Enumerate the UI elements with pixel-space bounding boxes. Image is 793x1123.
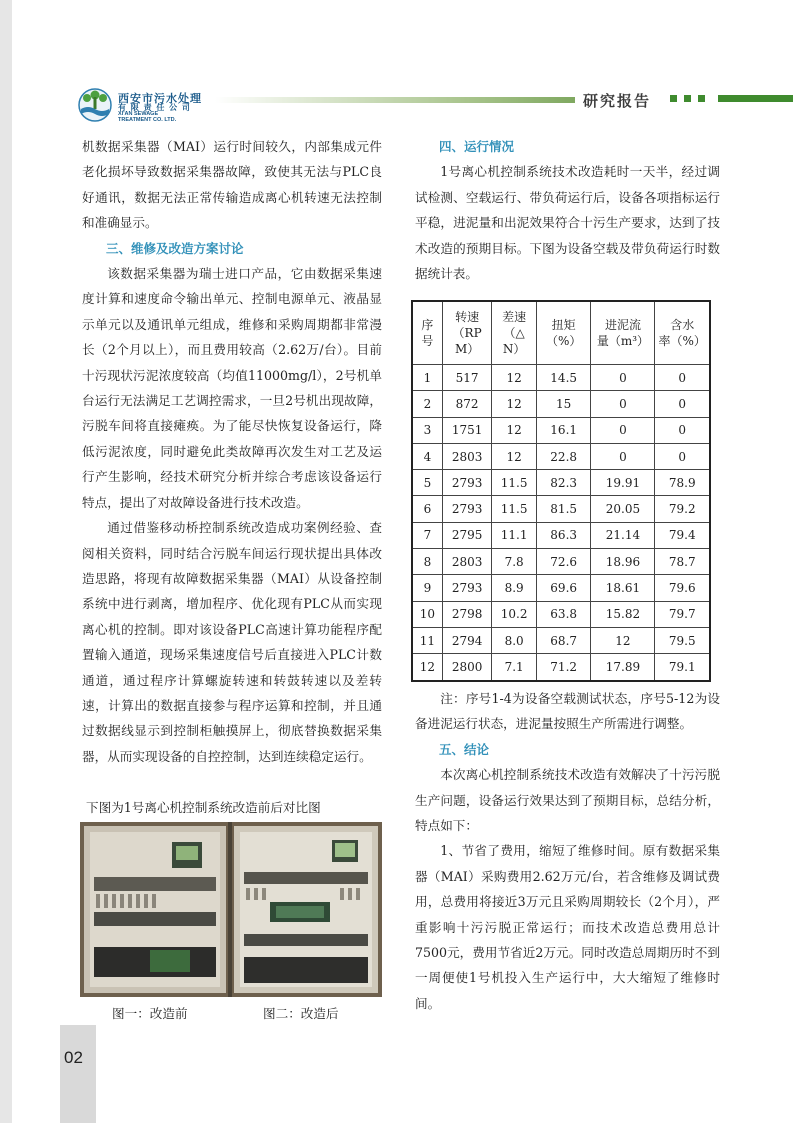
table-header-line: 号 — [421, 334, 434, 348]
table-cell: 0 — [655, 365, 710, 391]
table-cell: 12 — [492, 417, 537, 443]
table-header-cell — [536, 301, 590, 365]
table-body — [412, 365, 710, 681]
table-cell: 8.9 — [492, 575, 537, 601]
table-cell: 2795 — [442, 522, 491, 548]
table-cell: 7.1 — [492, 654, 537, 681]
table-cell: 6 — [412, 496, 442, 522]
table-header-line: （△ — [503, 326, 525, 340]
table-cell: 0 — [591, 443, 655, 469]
table-header-line: （%） — [545, 334, 582, 348]
table-cell: 1 — [412, 365, 442, 391]
right-column-lower — [415, 686, 720, 1016]
figure-caption-after: 图二：改造后 — [263, 1006, 339, 1021]
paragraph-operation: 1号离心机控制系统技术改造耗时一天半，经过调试检测、空载运行、带负荷运行后，设备各项指标运行平稳，进泥量和出泥效果符合十污生产要求，达到了技术改造的预期目标。下图为设备空载及带负荷运行时数据统计表。 — [415, 164, 720, 282]
table-cell: 10 — [412, 601, 442, 627]
figure-caption-before: 图一：改造前 — [112, 1006, 188, 1021]
table-cell: 78.7 — [655, 549, 710, 575]
table-row — [412, 470, 710, 496]
table-cell: 3 — [412, 417, 442, 443]
logo-name-line-2: 有 限 责 任 公 司 — [118, 103, 191, 112]
table-header-line: 序 — [421, 318, 434, 332]
table-cell: 2793 — [442, 575, 491, 601]
table-row — [412, 496, 710, 522]
header-accent-bar — [718, 95, 793, 102]
table-cell: 0 — [655, 391, 710, 417]
header-square-2 — [684, 95, 691, 102]
table-cell: 7.8 — [492, 549, 537, 575]
operation-data-table — [411, 300, 711, 682]
logo-name-line-1: 西安市污水处理 — [118, 92, 202, 105]
table-header-line: M） — [454, 342, 480, 356]
table-cell: 0 — [655, 417, 710, 443]
table-header-line: 转速 — [455, 310, 480, 324]
table-cell: 2794 — [442, 627, 491, 653]
table-cell: 2803 — [442, 443, 491, 469]
table-cell: 0 — [655, 443, 710, 469]
table-row — [412, 654, 710, 681]
table-cell: 12 — [492, 443, 537, 469]
table-cell: 69.6 — [536, 575, 590, 601]
table-cell: 2803 — [442, 549, 491, 575]
table-row — [412, 575, 710, 601]
table-cell: 63.8 — [536, 601, 590, 627]
table-header-cell — [591, 301, 655, 365]
table-row — [412, 601, 710, 627]
table-cell: 79.4 — [655, 522, 710, 548]
logo-english-name: XI'AN SEWAGE TREATMENT CO. LTD. — [118, 111, 177, 123]
table-header-cell — [412, 301, 442, 365]
table-header-line: N） — [502, 342, 526, 356]
table-cell: 68.7 — [536, 627, 590, 653]
table-row — [412, 417, 710, 443]
table-row — [412, 365, 710, 391]
table-row — [412, 522, 710, 548]
table-cell: 0 — [591, 365, 655, 391]
table-header-cell — [655, 301, 710, 365]
table-cell: 20.05 — [591, 496, 655, 522]
table-row — [412, 443, 710, 469]
table-cell: 12 — [492, 365, 537, 391]
table-header-line: 差速 — [502, 310, 527, 324]
table-note: 注：序号1-4为设备空载测试状态，序号5-12为设备进泥运行状态，进泥量按照生产所需进行调整。 — [415, 691, 720, 732]
table-cell: 4 — [412, 443, 442, 469]
table-cell: 14.5 — [536, 365, 590, 391]
table-header-line: 扭矩 — [551, 318, 576, 332]
table-cell: 82.3 — [536, 470, 590, 496]
table-cell: 72.6 — [536, 549, 590, 575]
table-header-line: 量（m³） — [596, 334, 650, 348]
table-cell: 11.5 — [492, 470, 537, 496]
table-header-line: 进泥流 — [604, 318, 641, 332]
page-header — [0, 80, 793, 130]
table-cell: 8 — [412, 549, 442, 575]
page-number: 02 — [64, 1048, 83, 1067]
table-cell: 81.5 — [536, 496, 590, 522]
table-cell: 21.14 — [591, 522, 655, 548]
table-row — [412, 549, 710, 575]
table-header-line: （RP — [452, 326, 482, 340]
table-cell: 86.3 — [536, 522, 590, 548]
header-square-1 — [670, 95, 677, 102]
table-cell: 1751 — [442, 417, 491, 443]
control-cabinet-comparison-photo — [80, 822, 382, 997]
table-cell: 0 — [591, 417, 655, 443]
company-logo-icon — [76, 88, 114, 122]
table-header-cell — [492, 301, 537, 365]
table-cell: 2793 — [442, 496, 491, 522]
paragraph-cost-saving: 1、节省了费用，缩短了维修时间。原有数据采集器（MAI）采购费用2.62万元/台，若含维修及调试费用，总费用将接近3万元且采购周期较长（2个月），严重影响十污污脱正常运行；而技术改造总费用总计7500元，费用节省近2万元。同时改造总周期历时不到一周便使1号机投入生产运行中，大大缩短了维修时间。 — [415, 843, 720, 1011]
table-cell: 79.5 — [655, 627, 710, 653]
table-cell: 11.1 — [492, 522, 537, 548]
table-cell: 10.2 — [492, 601, 537, 627]
table-cell: 8.0 — [492, 627, 537, 653]
table-cell: 11.5 — [492, 496, 537, 522]
table-cell: 78.9 — [655, 470, 710, 496]
header-square-3 — [698, 95, 705, 102]
table-cell: 15.82 — [591, 601, 655, 627]
table-cell: 2 — [412, 391, 442, 417]
table-header-line: 含水 — [670, 318, 695, 332]
table-cell: 79.6 — [655, 575, 710, 601]
table-cell: 22.8 — [536, 443, 590, 469]
photo-caption: 下图为1号离心机控制系统改造前后对比图 — [86, 800, 321, 815]
table-header-cell — [442, 301, 491, 365]
table-cell: 12 — [591, 627, 655, 653]
heading-operation: 四、运行情况 — [439, 139, 515, 154]
page-number-tab — [60, 1025, 96, 1123]
table-cell: 2793 — [442, 470, 491, 496]
paragraph-retrofit-approach: 通过借鉴移动桥控制系统改造成功案例经验、查阅相关资料，同时结合污脱车间运行现状提出具体改造思路，将现有故障数据采集器（MAI）从设备控制系统中进行剥离，增加程序、优化现有PLC从而实现离心机的控制。即对该设备PLC高速计算功能程序配置输入通道，现场采集速度信号后直接进入PLC计数通道，通过程序计算螺旋转速和转鼓转速以及差转速，计算出的数据直接参与程序运算和控制，并且通过数据线显示到控制柜触摸屏上，彻底替换数据采集器，从而实现设备的自控控制，达到连续稳定运行。 — [82, 520, 382, 764]
table-cell: 7 — [412, 522, 442, 548]
table-cell: 17.89 — [591, 654, 655, 681]
paragraph-device-description: 该数据采集器为瑞士进口产品，它由数据采集速度计算和速度命令输出单元、控制电源单元、液晶显示单元以及通讯单元组成，维修和采购周期都非常漫长（2个月以上），而且费用较高（2.62万/台）。目前十污现状污泥浓度较高（均值11000mg/l），2号机单台运行无法满足工艺调控需求，一旦2号机出现故障，污脱车间将直接瘫痪。为了能尽快恢复设备运行，降低污泥浓度，同时避免此类故障再次发生对工艺及运行产生影响，经技术研究分析并综合考虑该设备运行特点，提出了对故障设备进行技术改造。 — [82, 266, 382, 510]
table-cell: 2798 — [442, 601, 491, 627]
table-cell: 15 — [536, 391, 590, 417]
table-cell: 0 — [591, 391, 655, 417]
paragraph-conclusion-intro: 本次离心机控制系统技术改造有效解决了十污污脱生产问题，设备运行效果达到了预期目标，总结分析，特点如下： — [415, 767, 720, 834]
table-cell: 872 — [442, 391, 491, 417]
header-gradient-line — [215, 97, 575, 103]
page-edge-bar — [0, 0, 12, 1123]
table-cell: 79.7 — [655, 601, 710, 627]
table-header-line: 率（%） — [658, 334, 706, 348]
table-cell: 16.1 — [536, 417, 590, 443]
table-cell: 517 — [442, 365, 491, 391]
section-title: 研究报告 — [583, 92, 652, 110]
heading-repair-plan: 三、维修及改造方案讨论 — [106, 240, 244, 256]
table-cell: 9 — [412, 575, 442, 601]
table-row — [412, 627, 710, 653]
table-cell: 5 — [412, 470, 442, 496]
table-header-row — [412, 301, 710, 365]
table-cell: 71.2 — [536, 654, 590, 681]
table-cell: 18.61 — [591, 575, 655, 601]
table-cell: 11 — [412, 627, 442, 653]
table-cell: 19.91 — [591, 470, 655, 496]
right-column-upper — [415, 134, 720, 286]
table-cell: 18.96 — [591, 549, 655, 575]
table-cell: 79.1 — [655, 654, 710, 681]
table-cell: 79.2 — [655, 496, 710, 522]
table-cell: 2800 — [442, 654, 491, 681]
left-column — [82, 134, 382, 769]
table-cell: 12 — [412, 654, 442, 681]
table-cell: 12 — [492, 391, 537, 417]
table-row — [412, 391, 710, 417]
heading-conclusion: 五、结论 — [439, 741, 490, 757]
paragraph-mai-failure: 机数据采集器（MAI）运行时间较久，内部集成元件老化损坏导致数据采集器故障，致使其无法与PLC良好通讯，数据无法正常传输造成离心机转速无法控制和准确显示。 — [82, 139, 382, 231]
